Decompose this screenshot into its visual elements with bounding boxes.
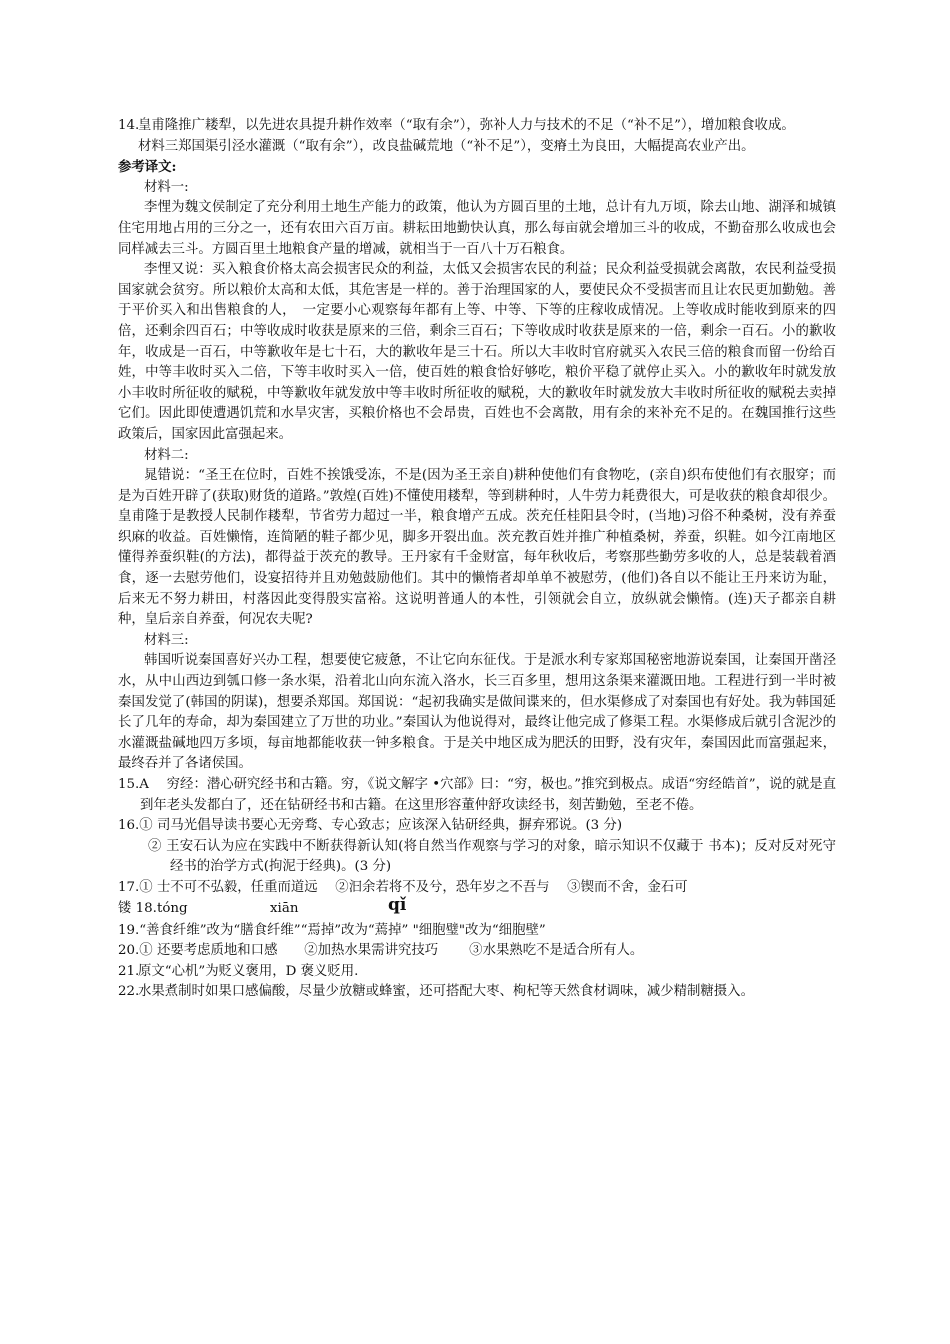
- ref-heading: 参考译文:: [118, 159, 177, 176]
- q14-text: 皇甫隆推广耧犁，以先进农具提升耕作效率（“取有余”），弥补人力与技术的不足（“补不足”），增加粮食收成。: [138, 118, 795, 133]
- material1-paragraph-2: 李悝又说：买入粮食价格太高会损害民众的利益，太低又会损害农民的利益；民众利益受损就会离散，农民利益受损国家就会贫穷。所以粮价太高和太低，其危害是一样的。善于治理国家的人，要使民众不受损害而且让农民更加勤勉。善于平价买入和出售粮食的人， 一定要小心观察每年都有上等、中等、下等的庄稼收成情况。上等收成时能收到原来的四倍，还剩余四百石；中等收成时收获是原来的三倍，剩余三百石；下等收成时收获是原来的一倍，剩余一百石。小的歉收年，收成是一百石，中等歉收年是七十石，大的歉收年是三十石。所以大丰收时官府就买入农民三倍的粮食而留一份给百姓，中等丰收时买入二倍，下等丰收时买入一倍，使百姓的粮食恰好够吃，粮价平稳了就停止买入。小的歉收年时就发放小丰收时所征收的赋税，中等歉收年就发放中等丰收时所征收的赋税，大的歉收年时就发放大丰收时所征收的赋税去卖掉它们。因此即使遭遇饥荒和水旱灾害，买粮价格也不会昂贵，百姓也不会离散，用有余的来补充不足的。在魏国推行这些政策后，国家因此富强起来。: [118, 262, 836, 442]
- q22-number: 22.: [118, 984, 140, 1000]
- q14-material3: 材料三郑国渠引泾水灌溉（“取有余”），改良盐碱荒地（“补不足”），变瘠土为良田，大幅提高农业产出。: [138, 138, 755, 154]
- material1-title: 材料一:: [144, 179, 189, 195]
- q22-text: 水果煮制时如果口感偏酸，尽量少放糖或蜂蜜，还可搭配大枣、枸杞等天然食材调味，减少精制糖摄入。: [138, 984, 754, 1000]
- q18-text: 镂 18.tóng: [118, 900, 188, 916]
- q14-number: 14.: [118, 118, 140, 133]
- q21-answer: [118, 962, 836, 983]
- q16-answer-1: 16.① 司马光倡导读书要心无旁骛、专心致志；应该深入钻研经典，摒弃邪说。(3 分): [118, 818, 623, 834]
- q21-number: 21.: [118, 963, 140, 979]
- q22-answer: [118, 982, 836, 1003]
- q21-text: 原文“心机”为贬义褒用，D 褒义贬用.: [138, 963, 359, 979]
- material2-paragraph: 晁错说：“圣王在位时，百姓不挨饿受冻，不是(因为圣王亲自)耕种使他们有食物吃，(亲自)织布使他们有衣服穿；而是为百姓开辟了(获取)财货的道路。”敦煌(百姓)不懂使用耧犁，等到耕种时，人牛劳力耗费很大，可是收获的粮食却很少。皇甫隆于是教授人民制作耧犁，节省劳力超过一半，粮食增产五成。茨充任桂阳县令时，(当地)习俗不种桑树，没有养蚕织麻的收益。百姓懒惰，连简陋的鞋子都少见，脚多开裂出血。茨充教百姓并推广种植桑树，养蚕，织鞋。如今江南地区懂得养蚕织鞋(的方法)，都得益于茨充的教导。王丹家有千金财富，每年秋收后，考察那些勤劳多收的人，总是装载着酒食，逐一去慰劳他们，设宴招待并且劝勉鼓励他们。其中的懒惰者却单单不被慰劳，(他们)各自以不能让王丹来访为耻，后来无不努力耕田，村落因此变得殷实富裕。这说明普通人的本性，引领就会自立，放纵就会懒惰。(连)天子都亲自耕种，皇后亲自养蚕，何况农夫呢?: [118, 468, 836, 628]
- q18-pinyin-xian: xiān: [270, 900, 299, 916]
- material3-title: 材料三:: [144, 632, 189, 648]
- q20-answer: 20.① 还要考虑质地和口感 ②加热水果需讲究技巧 ③水果熟吃不是适合所有人。: [118, 943, 644, 959]
- q19-answer: 19.“善食纤维”改为“膳食纤维”“焉掉”改为“蔫掉” "细胞璧"改为“细胞壁”: [118, 922, 546, 938]
- q17-answer: 17.① 士不可不弘毅，任重而道远 ②汩余若将不及兮，恐年岁之不吾与 ③锲而不舍，金石可: [118, 879, 688, 895]
- q16-answer-2: ② 王安石认为应在实践中不断获得新认知(将自然当作观察与学习的对象，暗示知识不仅藏于 书本)；反对反对死守经书的治学方式(拘泥于经典)。(3 分): [148, 838, 836, 875]
- material3-paragraph: 韩国听说秦国喜好兴办工程，想要使它疲惫，不让它向东征伐。于是派水利专家郑国秘密地游说秦国，让秦国开凿泾水，从中山西边到瓠口修一条水渠，沿着北山向东流入洛水，长三百多里，想用这条渠来灌溉田地。工程进行到一半时被秦国发觉了(韩国的阴谋)，想要杀郑国。郑国说：“起初我确实是做间谍来的，但水渠修成了对秦国也有好处。我为韩国延长了几年的寿命，却为秦国建立了万世的功业。”秦国认为他说得对，最终让他完成了修渠工程。水渠修成后就引含泥沙的水灌溉盐碱地四万多顷，每亩地都能收获一钟多粮食。于是关中地区成为肥沃的田野，没有灾年，秦国因此而富强起来，最终吞并了各诸侯国。: [118, 653, 836, 772]
- answer-page: [118, 116, 836, 1003]
- q18-pinyin-row: [118, 894, 836, 921]
- material1-paragraph-1: 李悝为魏文侯制定了充分利用土地生产能力的政策，他认为方圆百里的土地，总计有九万顷，除去山地、湖泽和城镇住宅用地占用的三分之一，还有农田六百万亩。耕耘田地勤快认真，那么每亩就会增加三斗的收成，不勤奋那么收成也会同样减去三斗。方圆百里土地粮食产量的增减，就相当于一百八十万石粮食。: [118, 200, 836, 257]
- q18-pinyin-qi: qǐ: [388, 894, 407, 915]
- material2-title: 材料二:: [144, 447, 189, 463]
- q14-answer: [118, 116, 836, 137]
- q15-answer: 15.A 穷经：潜心研究经书和古籍。穷，《说文解字 •穴部》曰：“穷，极也。”推究到极点。成语“穷经皓首”，说的就是直到年老头发都白了，还在钻研经书和古籍。在这里形容董仲舒攻读经书，刻苦勤勉，至老不倦。: [118, 777, 836, 813]
